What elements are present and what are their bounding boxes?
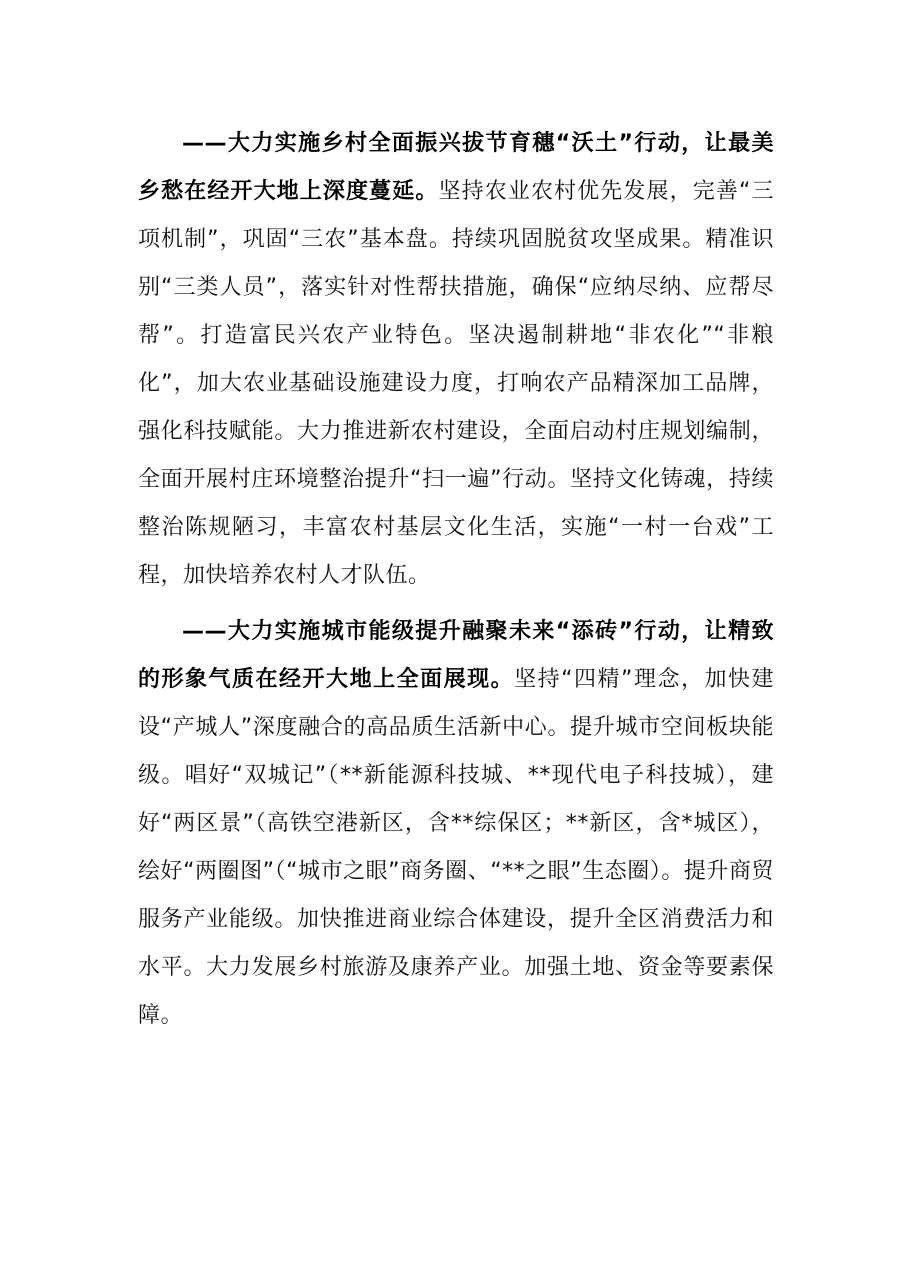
- paragraph-heading: ——大力实施城市能级提升融聚未来“添砖”行动，让精致的形象气质在经开大地上全面展现。: [138, 619, 774, 692]
- paragraph-heading: ——大力实施乡村全面振兴拔节育穗“沃土”行动，让最美乡愁在经开大地上深度蔓延。: [138, 131, 774, 204]
- paragraph-rural-revitalization: [138, 120, 774, 600]
- paragraph-urban-upgrade: [138, 608, 774, 1040]
- document-page: [138, 120, 774, 1040]
- paragraph-body: 坚持农业农村优先发展，完善“三项机制”，巩固“三农”基本盘。持续巩固脱贫攻坚成果。精准识别“三类人员”，落实针对性帮扶措施，确保“应纳尽纳、应帮尽帮”。打造富民兴农产业特色。坚决遏制耕地“非农化”“非粮化”，加大农业基础设施建设力度，打响农产品精深加工品牌，强化科技赋能。大力推进新农村建设，全面启动村庄规划编制，全面开展村庄环境整治提升“扫一遍”行动。坚持文化铸魂，持续整治陈规陋习，丰富农村基层文化生活，实施“一村一台戏”工程，加快培养农村人才队伍。: [138, 179, 775, 588]
- paragraph-body: 坚持“四精”理念，加快建设“产城人”深度融合的高品质生活新中心。提升城市空间板块能级。唱好“双城记”（**新能源科技城、**现代电子科技城），建好“两区景”（高铁空港新区，含**综保区；**新区，含*城区），绘好“两圈图”（“城市之眼”商务圈、“**之眼”生态圈）。提升商贸服务产业能级。加快推进商业综合体建设，提升全区消费活力和水平。大力发展乡村旅游及康养产业。加强土地、资金等要素保障。: [138, 667, 774, 1028]
